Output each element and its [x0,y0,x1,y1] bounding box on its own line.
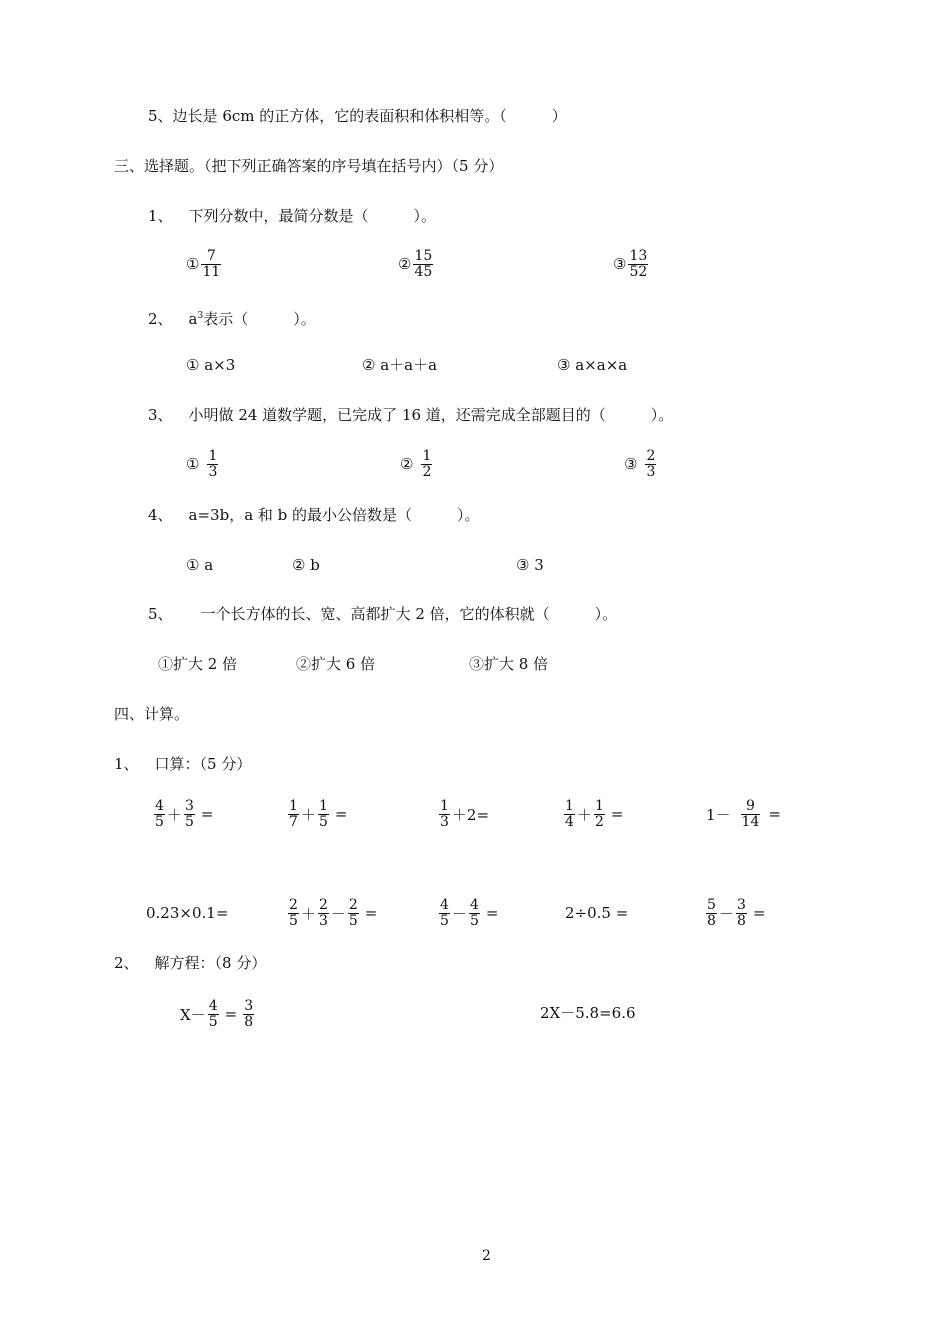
q-number: 5、 [148,107,173,125]
fraction: $\frac{2}{3}$ [646,447,656,480]
oral-calc-8: $\frac{4}{5}$ － $\frac{4}{5}$ = [440,896,499,929]
fraction: $\frac{7}{11}$ [202,247,221,280]
q2-option-1: ① a×3 [186,356,236,374]
q3-option-3: ③ $\frac{2}{3}$ [624,447,656,480]
exponent: 3 [197,311,204,321]
q2-option-2: ② a＋a＋a [362,356,438,374]
fraction: $\frac{15}{45}$ [414,247,433,280]
q5-option-1: ①扩大 2 倍 [158,655,238,673]
q1-option-3: ③ $\frac{13}{52}$ [613,247,648,280]
oral-calc-5: 1－ $\frac{9}{14}$ = [706,797,781,830]
section3-title: 三、选择题。（把下列正确答案的序号填在括号内）（5 分） [114,157,504,175]
q3-option-1: ① $\frac{1}{3}$ [186,447,218,480]
equation-1: X－ $\frac{4}{5}$ = $\frac{3}{8}$ [180,997,254,1030]
q-text: 一个长方体的长、宽、高都扩大 2 倍，它的体积就（ ）。 [200,605,618,623]
oral-calc-3: $\frac{1}{3}$ ＋2= [440,797,490,830]
oral-calc-2: $\frac{1}{7}$ ＋ $\frac{1}{5}$ = [289,797,348,830]
q5-option-3: ③扩大 8 倍 [469,655,549,673]
fraction: $\frac{13}{52}$ [629,247,648,280]
choice-q4 [148,506,480,524]
oral-calc-6: 0.23×0.1= [146,904,229,922]
choice-q5 [148,605,617,623]
q5-option-2: ②扩大 6 倍 [296,655,376,673]
q-text: 边长是 6cm 的正方体，它的表面积和体积相等。（ ） [172,107,567,125]
section4-title: 四、计算。 [114,705,190,723]
q-number: 4、 [148,506,173,524]
page-number: 2 [482,1248,491,1264]
equation-2: 2X－5.8=6.6 [540,1004,636,1022]
choice-q3 [148,406,673,424]
q-text: a=3b，a 和 b 的最小公倍数是（ ）。 [188,506,480,524]
oral-calc-7: $\frac{2}{5}$ ＋ $\frac{2}{3}$ － $\frac{2}{5}$ = [289,896,378,929]
oral-calc-4: $\frac{1}{4}$ ＋ $\frac{1}{2}$ = [565,797,624,830]
choice-q2: 2、 $a^3$表示（ ）。 [148,310,316,328]
judgement-q5 [148,107,567,125]
fraction: $\frac{1}{3}$ [208,447,218,480]
q1-option-2: ② $\frac{15}{45}$ [398,247,433,280]
q-text: 表示（ ）。 [203,310,316,328]
oral-calc-1: $\frac{4}{5}$ ＋ $\frac{3}{5}$ = [155,797,214,830]
equation-heading: 2、 解方程：（8 分） [114,954,267,972]
fraction: $\frac{1}{2}$ [422,447,432,480]
oral-calc-10: $\frac{5}{8}$ － $\frac{3}{8}$ = [707,896,766,929]
q4-option-2: ② b [292,556,320,574]
q1-option-1: ① $\frac{7}{11}$ [186,247,221,280]
q4-option-1: ① a [186,556,214,574]
q-number: 5、 [148,605,173,623]
oral-calc-heading: 1、 口算：（5 分） [114,755,252,773]
q-text: 小明做 24 道数学题，已完成了 16 道，还需完成全部题目的（ ）。 [188,406,674,424]
q4-option-3: ③ 3 [516,556,544,574]
oral-calc-9: 2÷0.5 = [565,904,629,922]
q-number: 1、 [148,207,173,225]
q2-option-3: ③ a×a×a [557,356,628,374]
q-text: 下列分数中，最简分数是（ ）。 [188,207,437,225]
q3-option-2: ② $\frac{1}{2}$ [400,447,432,480]
choice-q1 [148,207,436,225]
q-number: 2、 [148,310,173,328]
q-number: 3、 [148,406,173,424]
